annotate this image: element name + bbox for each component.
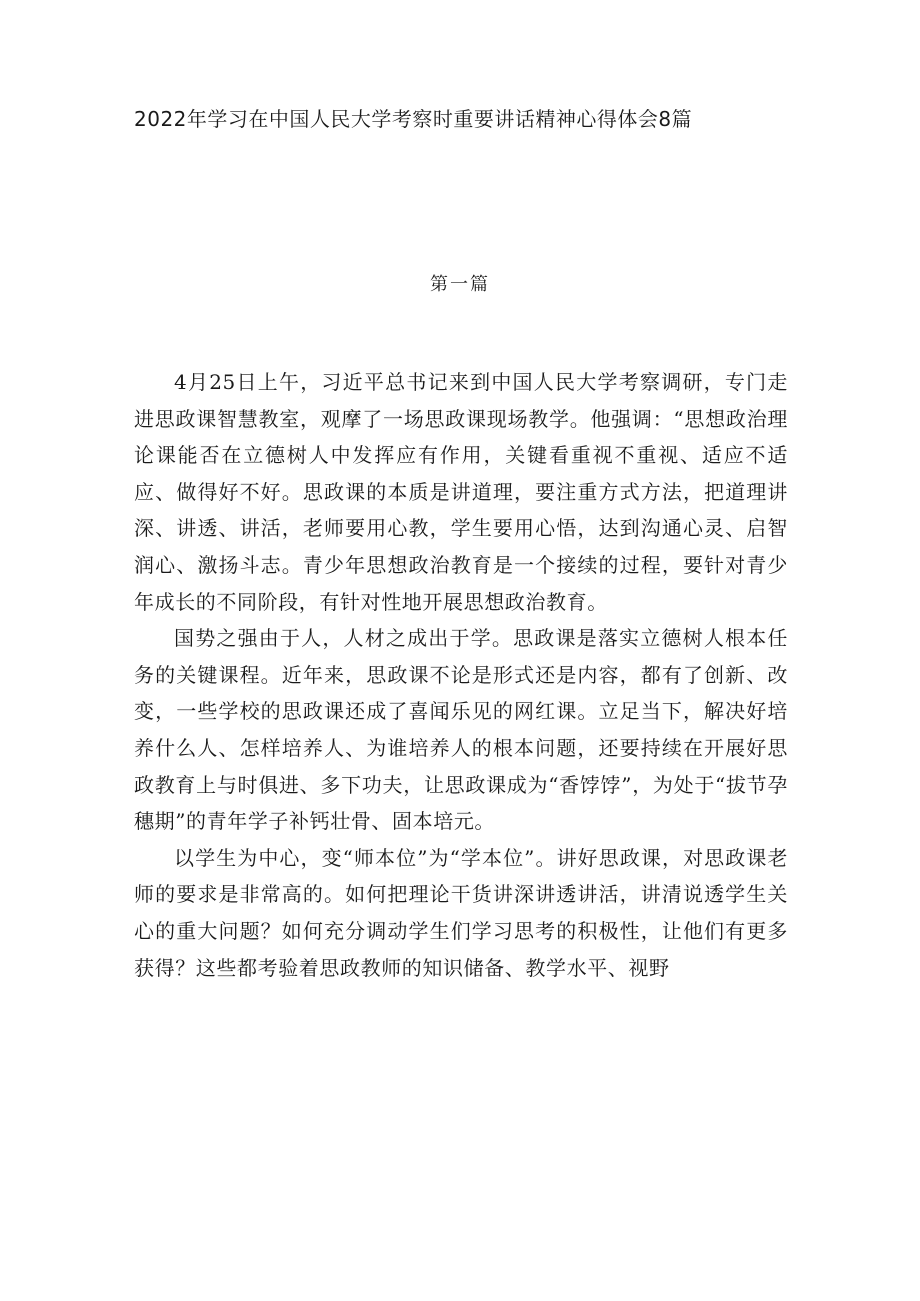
section-heading: 第一篇 [430,274,490,295]
paragraph-1: 4月25日上午，习近平总书记来到中国人民大学考察调研，专门走进思政课智慧教室，观摩了一场思政课现场教学。他强调：“思想政治理论课能否在立德树人中发挥应有作用，关键看重视不重视、适应不适应、做得好不好。思政课的本质是讲道理，要注重方式方法，把道理讲深、讲透、讲活，老师要用心教，学生要用心悟，达到沟通心灵、启智润心、激扬斗志。青少年思想政治教育是一个接续的过程，要针对青少年成长的不同阶段，有针对性地开展思想政治教育。 [134,370,788,614]
document-title: 2022年学习在中国人民大学考察时重要讲话精神心得体会8篇 [134,107,693,131]
paragraph-2: 国势之强由于人，人材之成出于学。思政课是落实立德树人根本任务的关键课程。近年来，思政课不论是形式还是内容，都有了创新、改变，一些学校的思政课还成了喜闻乐见的网红课。立足当下，解决好培养什么人、怎样培养人、为谁培养人的根本问题，还要持续在开展好思政教育上与时俱进、多下功夫，让思政课成为“香饽饽”，为处于“拔节孕穗期”的青年学子补钙壮骨、固本培元。 [134,626,788,834]
document-body [134,364,788,986]
paragraph-3: 以学生为中心，变“师本位”为“学本位”。讲好思政课，对思政课老师的要求是非常高的。如何把理论干货讲深讲透讲活，讲清说透学生关心的重大问题？如何充分调动学生们学习思考的积极性，让他们有更多获得？这些都考验着思政教师的知识储备、教学水平、视野 [134,845,788,980]
